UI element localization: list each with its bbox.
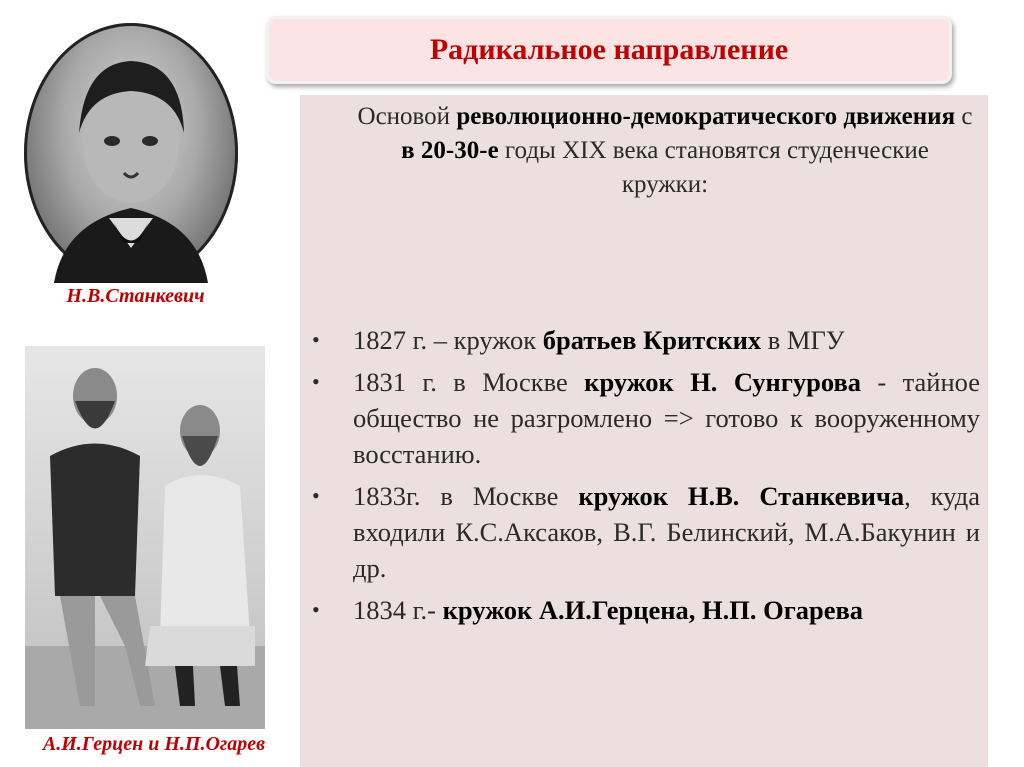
herzen-ogarev-photo bbox=[25, 346, 265, 729]
bullet-marker: • bbox=[312, 369, 320, 394]
intro-text-1: Основой bbox=[357, 103, 457, 130]
list-item bbox=[310, 364, 980, 472]
bullet-marker: • bbox=[312, 597, 320, 622]
item-bold: кружок Н. Сунгурова bbox=[584, 367, 861, 397]
list-item bbox=[310, 592, 980, 628]
herzen-ogarev-caption: А.И.Герцен и Н.П.Огарев bbox=[42, 733, 266, 755]
item-text: , куда входили К.С.Аксаков, В.Г. Белинский, М.А.Бакунин и др. bbox=[353, 481, 981, 583]
slide-title: Радикальное направление bbox=[429, 33, 789, 66]
stankevich-portrait bbox=[24, 23, 238, 283]
intro-bold-2: в 20-30-е bbox=[401, 137, 499, 164]
intro-paragraph bbox=[355, 100, 975, 202]
bullet-marker: • bbox=[312, 483, 320, 508]
item-text: 1827 г. – кружок bbox=[353, 325, 543, 355]
intro-text-3: годы XIX века становятся студенческие кружки: bbox=[498, 137, 929, 198]
intro-text-2: с bbox=[955, 103, 973, 130]
item-text: в МГУ bbox=[761, 325, 845, 355]
title-box bbox=[266, 16, 952, 84]
item-bold: кружок Н.В. Станкевича bbox=[578, 481, 905, 511]
item-bold: братьев Критских bbox=[542, 325, 762, 355]
stankevich-portrait-drawing bbox=[24, 23, 238, 283]
item-text: - тайное общество не разгромлено => готово к вооруженному восстанию. bbox=[353, 367, 980, 469]
item-text: 1833г. в Москве bbox=[353, 481, 579, 511]
bullet-marker: • bbox=[312, 327, 320, 352]
intro-bold-1: революционно-демократического движения bbox=[456, 103, 956, 130]
stankevich-caption: Н.В.Станкевич bbox=[66, 285, 205, 307]
circles-list bbox=[310, 322, 980, 634]
item-text: 1834 г.- bbox=[353, 595, 443, 625]
list-item bbox=[310, 322, 980, 358]
list-item bbox=[310, 478, 980, 586]
item-bold: кружок А.И.Герцена, Н.П. Огарева bbox=[442, 595, 864, 625]
item-text: 1831 г. в Москве bbox=[353, 367, 585, 397]
herzen-ogarev-drawing bbox=[25, 346, 265, 729]
